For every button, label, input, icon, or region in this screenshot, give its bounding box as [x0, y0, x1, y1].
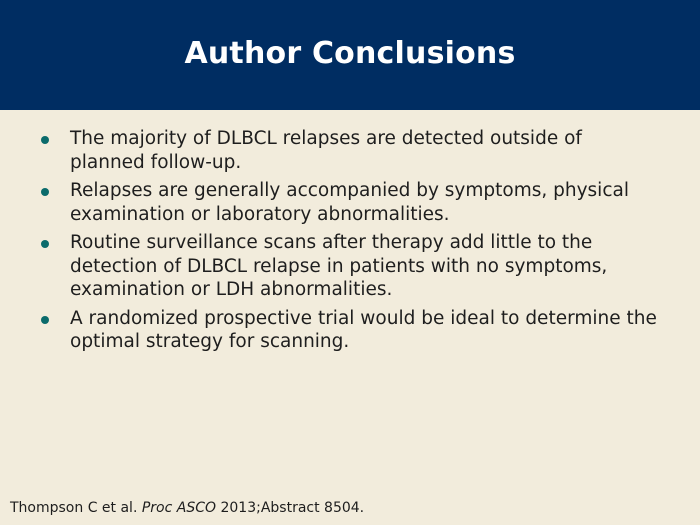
- bullet-icon: [41, 316, 49, 324]
- bullet-icon: [41, 136, 49, 144]
- slide-title: Author Conclusions: [184, 35, 516, 71]
- citation-details: 2013;Abstract 8504.: [220, 500, 365, 516]
- bullet-icon: [41, 240, 49, 248]
- conclusions-list: [40, 127, 660, 359]
- bullet-icon: [41, 188, 49, 196]
- header-bar: [0, 0, 700, 110]
- list-item: [40, 231, 660, 302]
- citation: [10, 500, 364, 516]
- citation-authors: Thompson C et al.: [10, 500, 138, 516]
- bullet-text: Relapses are generally accompanied by symptoms, physical examination or laboratory abnormalities.: [70, 180, 629, 225]
- list-item: [40, 307, 660, 354]
- list-item: [40, 127, 660, 174]
- bullet-text: The majority of DLBCL relapses are detected outside of planned follow-up.: [70, 128, 582, 173]
- bullet-text: A randomized prospective trial would be ideal to determine the optimal strategy for scanning.: [70, 307, 657, 352]
- list-item: [40, 179, 660, 226]
- citation-journal: Proc ASCO: [141, 500, 217, 516]
- bullet-text: Routine surveillance scans after therapy add little to the detection of DLBCL relapse in patients with no symptoms, examination or LDH abnormalities.: [70, 232, 608, 300]
